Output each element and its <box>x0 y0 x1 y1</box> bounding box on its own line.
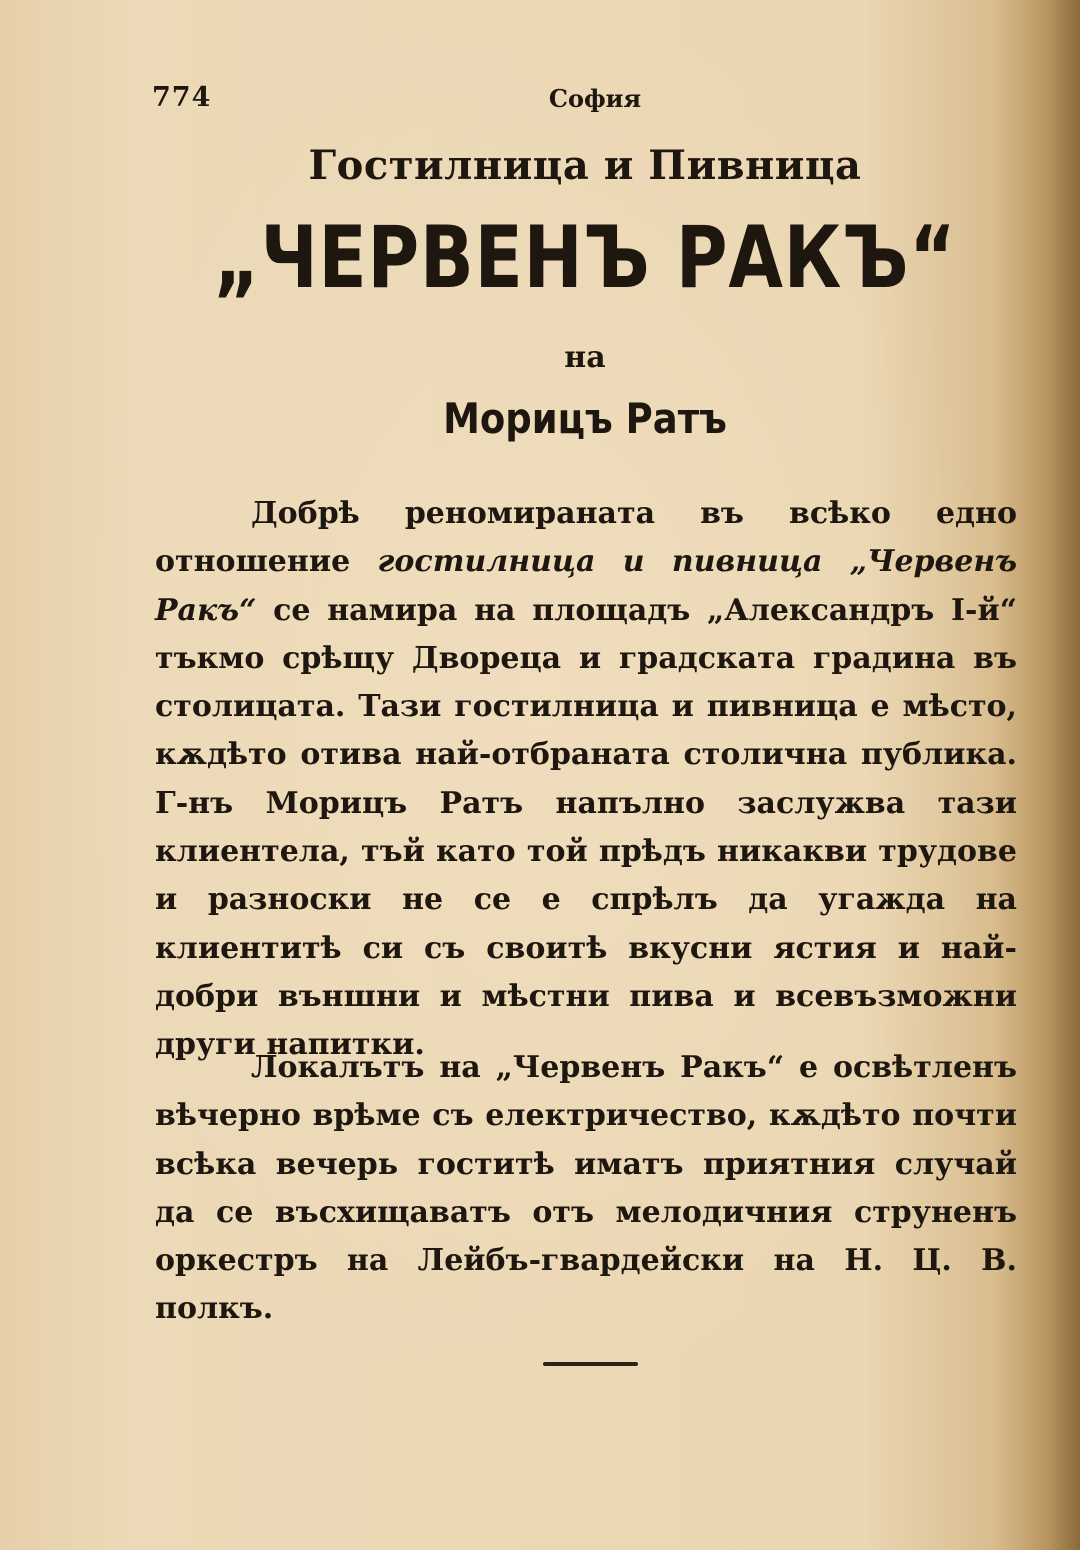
establishment-type: Гостилница и Пивница <box>308 142 862 189</box>
connector-word: на <box>564 340 606 375</box>
paragraph-1-text <box>155 490 1017 1070</box>
running-head: София <box>548 84 642 113</box>
paragraph-2 <box>155 1044 1017 1334</box>
proprietor-name: Морицъ Ратъ <box>443 394 727 443</box>
closing-rule <box>543 1362 638 1366</box>
paragraph-1 <box>155 490 1017 1070</box>
establishment-name: „ЧЕРВЕНЪ РАКЪ“ <box>213 208 957 308</box>
paragraph-1-emphasis: гостилница и пивница „Червенъ Ракъ“ <box>155 544 1018 628</box>
paragraph-1-rest: се намира на площадъ „Александръ I-й“ тъкмо срѣщу Двореца и градската градина въ столицата. Тази гостилница и пивница е мѣсто, кѫдѣто отива най-отбраната столична публика. Г-нъ Морицъ Ратъ напълно заслужва тази клиентела, тъй като той прѣдъ никакви трудове и разноски не се е спрѣлъ да угажда на клиентитѣ си съ своитѣ вкусни ястия и най-добри външни и мѣстни пива и всевъзможни други напитки. <box>155 592 1017 1063</box>
paragraph-1-intro: Добрѣ реномираната въ всѣко едно отношение <box>155 496 1017 580</box>
page-number: 774 <box>152 82 212 113</box>
paragraph-2-text: Локалътъ на „Червенъ Ракъ“ е освѣтленъ вѣчерно врѣме съ електричество, кѫдѣто почти всѣка вечерь гоститѣ иматъ приятния случай да се въсхищаватъ отъ мелодичния струненъ оркестръ на Лейбъ-гвардейски на Н. Ц. В. полкъ. <box>155 1050 1017 1327</box>
